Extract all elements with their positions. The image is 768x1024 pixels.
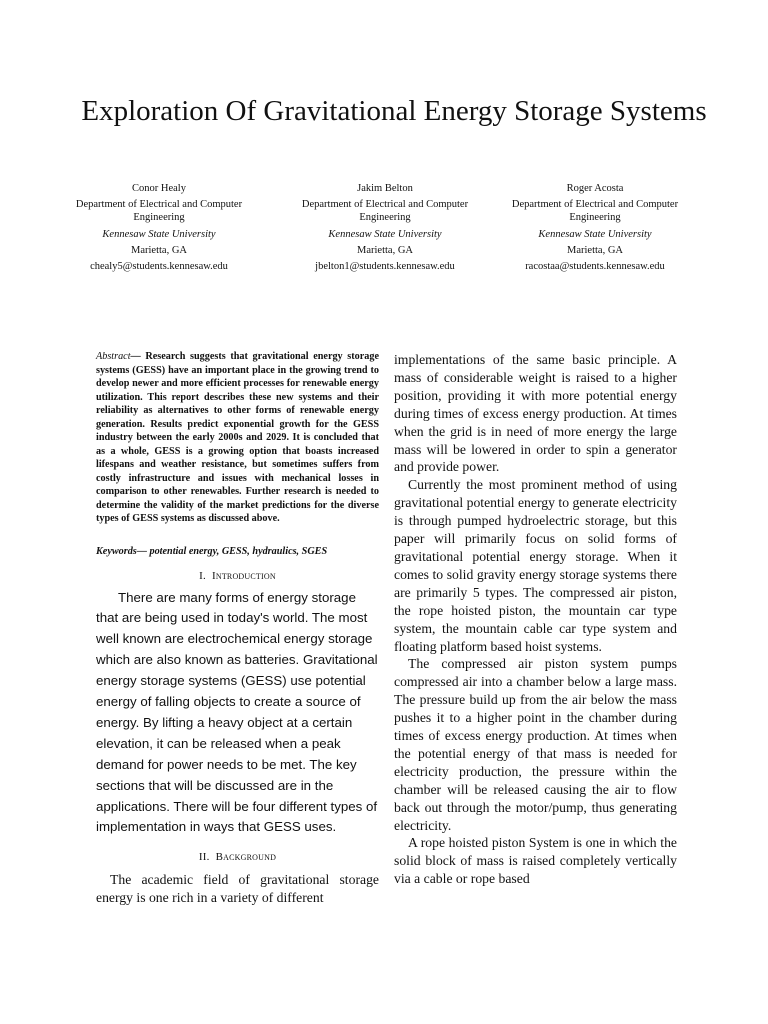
abstract-label: Abstract bbox=[96, 351, 131, 362]
section-heading-introduction bbox=[96, 569, 379, 583]
author-university: Kennesaw State University bbox=[328, 229, 442, 240]
background-paragraph: The compressed air piston system pumps compressed air into a chamber below a large mass. The pressure build up from the air below the mass pushes it to a higher point in the chamber during times of excess energy production. At times when the potential energy of that mass is needed for electricity production, the pressure within the chamber will be released causing the air to flow back out through the motor/pump, thus generating electricity. bbox=[394, 656, 677, 833]
background-paragraph: The academic field of gravitational storage energy is one rich in a variety of different bbox=[96, 872, 379, 906]
keywords-text: — potential energy, GESS, hydraulics, SGES bbox=[136, 545, 328, 557]
author-email[interactable]: racostaa@students.kennesaw.edu bbox=[525, 261, 665, 272]
author-name: Conor Healy bbox=[132, 183, 186, 194]
author-affiliation: Department of Electrical and Computer Engineering bbox=[511, 199, 679, 223]
author-location: Marietta, GA bbox=[567, 245, 623, 256]
background-paragraph: implementations of the same basic principle. A mass of considerable weight is raised to a higher position, providing it with more potential energy during times of excess energy production. At times when the grid is in need of more energy the large mass will be lowered in order to spin a generator and provide power. bbox=[394, 352, 677, 475]
keywords-label: Keywords bbox=[96, 545, 137, 557]
paper-title: Exploration Of Gravitational Energy Storage Systems bbox=[81, 95, 707, 127]
author-university: Kennesaw State University bbox=[538, 229, 652, 240]
section-number: II. bbox=[198, 851, 210, 864]
introduction-paragraph: There are many forms of energy storage that are being used in today's world. The most well known are electrochemical energy storage which are also known as batteries. Gravitational energy storage systems (GESS) use potential energy of falling objects to create a source of energy. By lifting a heavy object at a certain elevation, it can be released when a peak demand for power needs to be met. The key sections that will be discussed are in the applications. There will be four different types of implementation in ways that GESS uses. bbox=[96, 589, 378, 835]
author-location: Marietta, GA bbox=[357, 245, 413, 256]
author-card bbox=[490, 181, 700, 275]
section-title: Introduction bbox=[211, 569, 276, 582]
author-card bbox=[54, 181, 264, 275]
section-heading-background bbox=[96, 850, 379, 864]
author-university: Kennesaw State University bbox=[102, 229, 216, 240]
section-title: Background bbox=[215, 851, 277, 864]
author-affiliation: Department of Electrical and Computer Engineering bbox=[301, 199, 469, 223]
keywords bbox=[96, 545, 379, 559]
author-email[interactable]: chealy5@students.kennesaw.edu bbox=[90, 261, 228, 272]
author-name: Roger Acosta bbox=[566, 183, 624, 194]
author-email[interactable]: jbelton1@students.kennesaw.edu bbox=[315, 261, 455, 272]
abstract-text: — Research suggests that gravitational energy storage systems (GESS) have an important place in the growing trend to develop newer and more efficient processes for renewable energy utilization. This report describes these new systems and their reliability as alternatives to other forms of renewable energy generation. Results predict exponential growth for the GESS industry between the early 2000s and 2029. It is concluded that as a whole, GESS is a growing option that boasts increased lifespans and weather resistance, but sometimes suffers from costly infrastructure and issues with mechanical losses in comparison to other renewables. Further research is needed to determine the validity of the market predictions for the diverse types of GESS systems as discussed above. bbox=[96, 351, 379, 524]
right-column bbox=[394, 351, 677, 888]
background-paragraph: A rope hoisted piston System is one in which the solid block of mass is raised completely vertically via a cable or rope based bbox=[394, 835, 677, 887]
author-location: Marietta, GA bbox=[131, 245, 187, 256]
abstract bbox=[96, 350, 379, 526]
author-affiliation: Department of Electrical and Computer Engineering bbox=[75, 199, 243, 223]
background-paragraph: Currently the most prominent method of using gravitational potential energy to generate electricity is through pumped hydroelectric storage, but this paper will primarily focus on solid forms of gravitational potential energy storage. When it comes to solid gravity energy storage systems there are primarily 5 types. The compressed air piston, the rope hoisted piston, the mountain car type system, the mountain cable car type system and floating platform based hoist systems. bbox=[394, 477, 677, 654]
author-card bbox=[280, 181, 490, 275]
left-column bbox=[96, 350, 379, 907]
section-number: I. bbox=[199, 569, 206, 582]
author-block bbox=[0, 181, 768, 281]
author-name: Jakim Belton bbox=[357, 183, 413, 194]
